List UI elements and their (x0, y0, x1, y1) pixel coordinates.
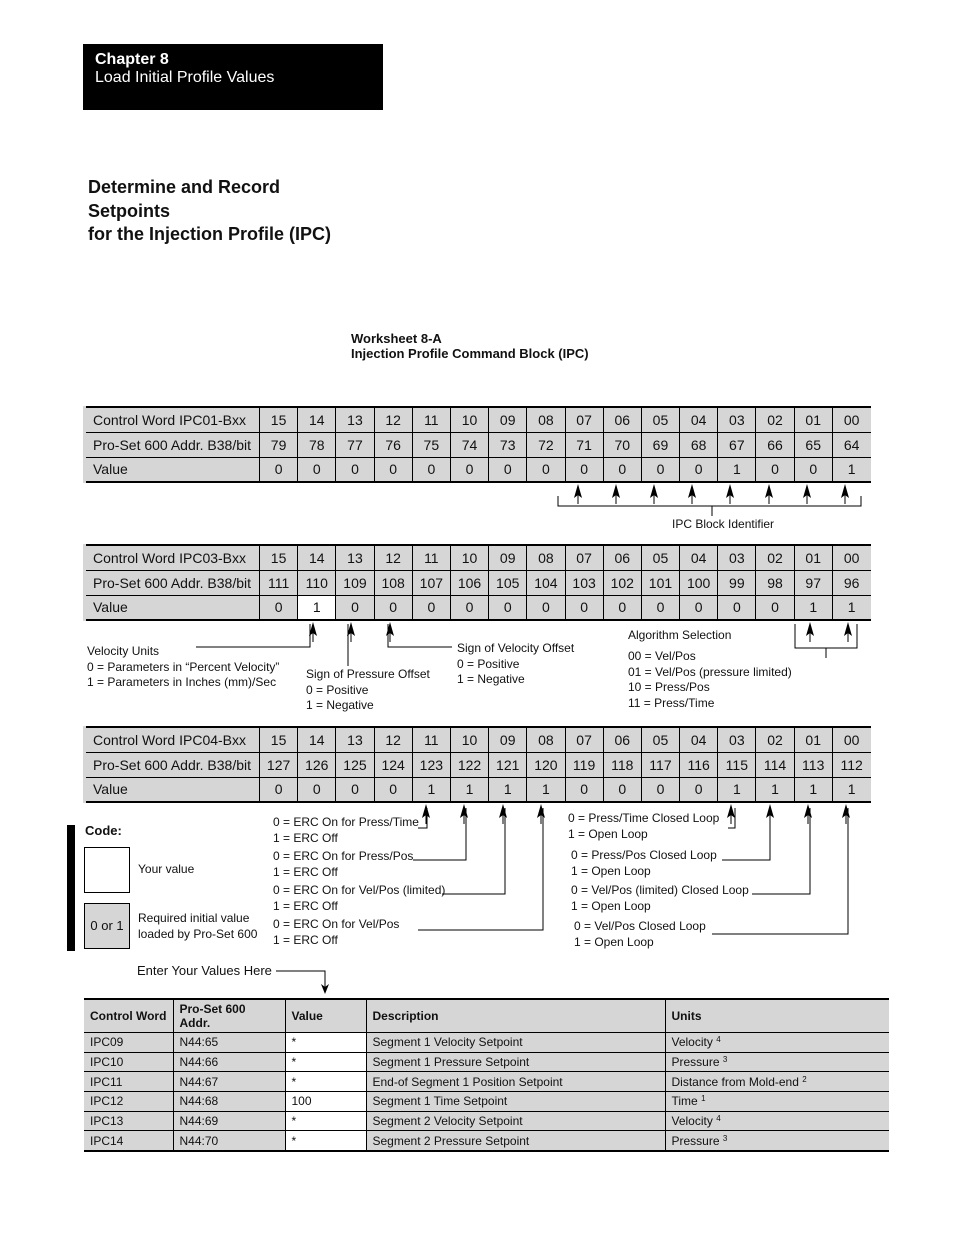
col-header-value: Value (285, 999, 366, 1033)
bit-address-cell: 111 (260, 570, 298, 595)
bit-address-cell: 113 (794, 752, 832, 777)
bit-number-cell: 14 (298, 727, 336, 752)
initial-value-label: Required initial value loaded by Pro-Set 600 (138, 911, 258, 941)
bit-value-cell: 0 (527, 457, 565, 482)
bit-number-cell: 03 (718, 545, 756, 570)
bit-address-cell: 110 (298, 570, 336, 595)
bit-number-cell: 03 (718, 407, 756, 432)
bit-number-cell: 01 (794, 727, 832, 752)
arrow-icon (650, 484, 658, 498)
value-cell[interactable]: * (285, 1033, 366, 1053)
value-cell[interactable]: * (285, 1131, 366, 1151)
bit-value-cell: 1 (794, 595, 832, 620)
description-cell: Segment 2 Pressure Setpoint (366, 1131, 665, 1151)
bit-value-cell: 0 (298, 457, 336, 482)
erc-vel-pos-limited-note: 0 = ERC On for Vel/Pos (limited) 1 = ERC Off (273, 883, 446, 913)
title-line: Determine and Record (88, 177, 281, 197)
bit-number-cell: 00 (832, 545, 870, 570)
address-cell: N44:70 (173, 1131, 285, 1151)
chapter-number: Chapter 8 (95, 51, 169, 68)
bit-number-cell: 14 (298, 407, 336, 432)
value-cell[interactable]: * (285, 1111, 366, 1131)
bit-value-cell: 0 (298, 777, 336, 802)
arrow-icon (804, 804, 812, 818)
pressure-offset-note: Sign of Pressure Offset 0 = Positive 1 = Negative (306, 667, 430, 712)
velocity-offset-note: Sign of Velocity Offset 0 = Positive 1 = Negative (457, 641, 575, 686)
your-value-box (84, 847, 130, 893)
col-header-units: Units (665, 999, 889, 1033)
bit-address-cell: 76 (374, 432, 412, 457)
bit-number-cell: 10 (450, 727, 488, 752)
value-cell[interactable]: 100 (285, 1092, 366, 1112)
bit-number-cell: 15 (260, 545, 298, 570)
arrow-icon (765, 484, 773, 498)
bit-value-cell: 0 (527, 595, 565, 620)
description-cell: Segment 2 Velocity Setpoint (366, 1111, 665, 1131)
bit-value-cell: 1 (527, 777, 565, 802)
bit-value-cell: 0 (641, 595, 679, 620)
bit-number-cell: 02 (756, 407, 794, 432)
bit-address-cell: 70 (603, 432, 641, 457)
row-label: Control Word IPC04-Bxx (85, 727, 260, 752)
arrow-icon (727, 804, 735, 818)
bit-number-cell: 11 (412, 407, 450, 432)
footnote-ref: 1 (701, 1094, 706, 1104)
bit-address-cell: 75 (412, 432, 450, 457)
footnote-ref: 3 (722, 1133, 728, 1143)
footnote-ref: 3 (722, 1055, 728, 1065)
col-header-description: Description (366, 999, 665, 1033)
bit-address-cell: 121 (489, 752, 527, 777)
table-row (84, 1072, 889, 1092)
bit-value-cell: 1 (718, 777, 756, 802)
bit-address-cell: 74 (450, 432, 488, 457)
description-cell: Segment 1 Velocity Setpoint (366, 1033, 665, 1053)
bit-value-cell: 0 (412, 595, 450, 620)
bit-value-cell: 0 (336, 777, 374, 802)
bit-value-cell: 0 (756, 457, 794, 482)
chapter-subtitle: Load Initial Profile Values (95, 69, 275, 86)
bit-address-cell: 125 (336, 752, 374, 777)
bit-value-cell: 0 (489, 457, 527, 482)
bit-address-cell: 77 (336, 432, 374, 457)
bit-value-cell: 0 (718, 595, 756, 620)
table-row (84, 1092, 889, 1112)
bit-number-cell: 02 (756, 545, 794, 570)
bit-value-cell: 0 (756, 595, 794, 620)
bit-value-cell: 0 (641, 777, 679, 802)
bit-number-cell: 08 (527, 727, 565, 752)
bit-value-cell: 0 (565, 595, 603, 620)
control-word-cell: IPC11 (84, 1072, 173, 1092)
setpoint-table (84, 998, 889, 1152)
bit-value-cell: 0 (603, 457, 641, 482)
bit-number-cell: 06 (603, 727, 641, 752)
bit-number-cell: 10 (450, 407, 488, 432)
col-header-address: Pro-Set 600 Addr. (173, 999, 285, 1033)
row-label: Control Word IPC01-Bxx (85, 407, 260, 432)
bit-address-cell: 122 (450, 752, 488, 777)
bit-address-cell: 66 (756, 432, 794, 457)
bit-address-cell: 112 (832, 752, 870, 777)
control-word-cell: IPC14 (84, 1131, 173, 1151)
bit-number-cell: 12 (374, 727, 412, 752)
bit-address-cell: 119 (565, 752, 603, 777)
bit-number-cell: 00 (832, 727, 870, 752)
bit-address-cell: 79 (260, 432, 298, 457)
change-bar (67, 825, 75, 951)
bit-number-cell: 11 (412, 727, 450, 752)
description-cell: Segment 1 Time Setpoint (366, 1092, 665, 1112)
worksheet-number: Worksheet 8-A (351, 331, 442, 346)
bit-value-cell: 0 (260, 595, 298, 620)
bit-value-cell: 1 (489, 777, 527, 802)
title-line: for the Injection Profile (IPC) (88, 224, 332, 244)
address-cell: N44:68 (173, 1092, 285, 1112)
bit-number-cell: 01 (794, 545, 832, 570)
bit-address-cell: 106 (450, 570, 488, 595)
arrow-icon (537, 804, 545, 818)
table-row (84, 1131, 889, 1151)
footnote-ref: 2 (802, 1074, 807, 1084)
bit-number-cell: 10 (450, 545, 488, 570)
bit-address-cell: 126 (298, 752, 336, 777)
units-cell: Pressure $^3$ (665, 1131, 889, 1151)
bit-value-cell: 0 (680, 457, 718, 482)
down-arrow-icon (321, 984, 329, 994)
bit-value-cell: 0 (336, 457, 374, 482)
algorithm-selection-title: Algorithm Selection (628, 628, 732, 642)
bit-address-cell: 105 (489, 570, 527, 595)
bit-number-row (85, 545, 871, 570)
bit-number-cell: 09 (489, 407, 527, 432)
address-cell: N44:69 (173, 1111, 285, 1131)
bit-value-cell: 0 (374, 595, 412, 620)
control-word-cell: IPC09 (84, 1033, 173, 1053)
bit-value-cell: 0 (680, 777, 718, 802)
worksheet-name: Injection Profile Command Block (IPC) (351, 346, 589, 361)
bit-number-cell: 07 (565, 407, 603, 432)
row-label: Value (85, 777, 260, 802)
table-row (84, 1111, 889, 1131)
bit-number-cell: 06 (603, 407, 641, 432)
bit-number-cell: 11 (412, 545, 450, 570)
bit-address-cell: 102 (603, 570, 641, 595)
units-cell: Pressure $^3$ (665, 1052, 889, 1072)
bit-number-cell: 02 (756, 727, 794, 752)
bit-address-cell: 65 (794, 432, 832, 457)
control-word-cell: IPC12 (84, 1092, 173, 1112)
address-cell: N44:66 (173, 1052, 285, 1072)
control-word-cell: IPC10 (84, 1052, 173, 1072)
bit-number-cell: 05 (641, 545, 679, 570)
bit-number-cell: 09 (489, 545, 527, 570)
bit-number-cell: 08 (527, 545, 565, 570)
bit-value-cell: 0 (603, 777, 641, 802)
footnote-ref: 4 (716, 1114, 721, 1124)
units-cell: Velocity $^4$ (665, 1033, 889, 1053)
bit-value-cell: 0 (603, 595, 641, 620)
ipc01-bit-table (83, 406, 871, 483)
arrow-icon (422, 804, 430, 818)
ipc04-bit-table (83, 726, 871, 803)
bit-address-cell: 108 (374, 570, 412, 595)
bit-value-cell: 0 (374, 777, 412, 802)
bit-number-cell: 04 (680, 545, 718, 570)
bit-value-cell: 0 (374, 457, 412, 482)
bit-address-cell: 120 (527, 752, 565, 777)
arrow-icon (688, 484, 696, 498)
bit-value-cell: 1 (832, 777, 870, 802)
row-label: Pro-Set 600 Addr. B38/bit (85, 752, 260, 777)
bit-address-cell: 78 (298, 432, 336, 457)
address-row (85, 432, 871, 457)
enter-values-label: Enter Your Values Here (137, 963, 272, 978)
vel-pos-loop-note: 0 = Vel/Pos Closed Loop 1 = Open Loop (574, 919, 706, 949)
arrow-icon (574, 484, 582, 498)
bit-address-cell: 99 (718, 570, 756, 595)
table-row (84, 1052, 889, 1072)
bit-value-cell: 0 (450, 595, 488, 620)
bit-address-cell: 123 (412, 752, 450, 777)
bit-value-cell: 1 (450, 777, 488, 802)
bit-address-cell: 96 (832, 570, 870, 595)
bit-number-row (85, 727, 871, 752)
bit-number-cell: 07 (565, 727, 603, 752)
address-cell: N44:67 (173, 1072, 285, 1092)
arrow-icon (842, 804, 850, 818)
bit-number-cell: 13 (336, 727, 374, 752)
bit-address-cell: 98 (756, 570, 794, 595)
units-cell: Time $^1$ (665, 1092, 889, 1112)
bit-number-cell: 15 (260, 407, 298, 432)
bit-value-cell[interactable]: 1 (298, 595, 336, 620)
bit-number-cell: 01 (794, 407, 832, 432)
row-label: Pro-Set 600 Addr. B38/bit (85, 570, 260, 595)
bit-address-cell: 117 (641, 752, 679, 777)
arrow-icon (726, 484, 734, 498)
page-title (88, 176, 331, 247)
units-cell: Distance from Mold-end $^2$ (665, 1072, 889, 1092)
bit-number-cell: 09 (489, 727, 527, 752)
bit-number-cell: 14 (298, 545, 336, 570)
col-header-control-word: Control Word (84, 999, 173, 1033)
bit-number-cell: 04 (680, 407, 718, 432)
bit-number-cell: 07 (565, 545, 603, 570)
arrow-icon (841, 484, 849, 498)
bit-value-cell: 1 (794, 777, 832, 802)
bit-value-cell: 0 (260, 777, 298, 802)
bit-address-cell: 64 (832, 432, 870, 457)
description-cell: Segment 1 Pressure Setpoint (366, 1052, 665, 1072)
bit-address-cell: 115 (718, 752, 756, 777)
arrow-icon (386, 622, 394, 636)
bit-number-cell: 12 (374, 407, 412, 432)
bit-value-cell: 1 (832, 457, 870, 482)
bit-address-cell: 101 (641, 570, 679, 595)
bit-address-cell: 71 (565, 432, 603, 457)
value-row (85, 595, 871, 620)
bit-address-cell: 72 (527, 432, 565, 457)
bit-value-cell: 0 (412, 457, 450, 482)
title-line: Setpoints (88, 200, 171, 221)
bit-address-cell: 69 (641, 432, 679, 457)
bit-value-cell: 0 (565, 457, 603, 482)
address-cell: N44:65 (173, 1033, 285, 1053)
bit-value-cell: 0 (641, 457, 679, 482)
arrow-icon (347, 622, 355, 636)
bit-address-cell: 118 (603, 752, 641, 777)
algorithm-selection-options: 00 = Vel/Pos 01 = Vel/Pos (pressure limited) 10 = Press/Pos 11 = Press/Time (628, 649, 792, 710)
bit-value-cell: 1 (718, 457, 756, 482)
bit-value-cell: 0 (680, 595, 718, 620)
bit-number-row (85, 407, 871, 432)
bit-address-cell: 114 (756, 752, 794, 777)
arrow-icon (499, 804, 507, 818)
arrow-icon (766, 804, 774, 818)
arrow-icon (612, 484, 620, 498)
value-row (85, 777, 871, 802)
bit-number-cell: 12 (374, 545, 412, 570)
value-row (85, 457, 871, 482)
bit-address-cell: 124 (374, 752, 412, 777)
arrow-icon (460, 804, 468, 818)
bit-value-cell: 1 (832, 595, 870, 620)
bit-address-cell: 73 (489, 432, 527, 457)
bit-value-cell: 0 (450, 457, 488, 482)
erc-press-time-note: 0 = ERC On for Press/Time 1 = ERC Off (273, 815, 419, 845)
initial-value-box: 0 or 1 (84, 903, 130, 949)
bit-number-cell: 03 (718, 727, 756, 752)
address-row (85, 570, 871, 595)
bit-number-cell: 13 (336, 545, 374, 570)
bit-value-cell: 0 (489, 595, 527, 620)
value-cell[interactable]: * (285, 1052, 366, 1072)
bit-number-cell: 15 (260, 727, 298, 752)
bit-address-cell: 97 (794, 570, 832, 595)
arrow-icon (806, 622, 814, 636)
bit-address-cell: 107 (412, 570, 450, 595)
bit-number-cell: 04 (680, 727, 718, 752)
row-label: Pro-Set 600 Addr. B38/bit (85, 432, 260, 457)
ipc03-bit-table (83, 544, 871, 621)
worksheet-title (351, 331, 589, 361)
bit-address-cell: 116 (680, 752, 718, 777)
address-row (85, 752, 871, 777)
your-value-label: Your value (138, 862, 195, 876)
bit-number-cell: 00 (832, 407, 870, 432)
bit-address-cell: 100 (680, 570, 718, 595)
arrow-icon (803, 484, 811, 498)
press-time-loop-note: 0 = Press/Time Closed Loop 1 = Open Loop (568, 811, 720, 841)
bit-value-cell: 0 (336, 595, 374, 620)
velocity-units-note: Velocity Units 0 = Parameters in “Percent Velocity” 1 = Parameters in Inches (mm)/Sec (87, 644, 280, 689)
arrow-icon (309, 622, 317, 636)
bit-number-cell: 05 (641, 727, 679, 752)
description-cell: End-of Segment 1 Position Setpoint (366, 1072, 665, 1092)
row-label: Value (85, 595, 260, 620)
control-word-cell: IPC13 (84, 1111, 173, 1131)
bit-address-cell: 109 (336, 570, 374, 595)
bit-address-cell: 104 (527, 570, 565, 595)
bit-value-cell: 0 (565, 777, 603, 802)
units-cell: Velocity $^4$ (665, 1111, 889, 1131)
ipc-block-identifier-label: IPC Block Identifier (672, 517, 775, 531)
bit-value-cell: 0 (794, 457, 832, 482)
bit-number-cell: 08 (527, 407, 565, 432)
footnote-ref: 4 (716, 1035, 721, 1045)
bit-address-cell: 67 (718, 432, 756, 457)
press-pos-loop-note: 0 = Press/Pos Closed Loop 1 = Open Loop (571, 848, 717, 878)
bit-number-cell: 05 (641, 407, 679, 432)
erc-vel-pos-note: 0 = ERC On for Vel/Pos 1 = ERC Off (273, 917, 400, 947)
row-label: Value (85, 457, 260, 482)
bit-value-cell: 1 (756, 777, 794, 802)
vel-pos-limited-loop-note: 0 = Vel/Pos (limited) Closed Loop 1 = Open Loop (571, 883, 749, 913)
bit-value-cell: 1 (412, 777, 450, 802)
chapter-header (83, 44, 383, 110)
bit-number-cell: 06 (603, 545, 641, 570)
value-cell[interactable]: * (285, 1072, 366, 1092)
bit-number-cell: 13 (336, 407, 374, 432)
bit-address-cell: 68 (680, 432, 718, 457)
row-label: Control Word IPC03-Bxx (85, 545, 260, 570)
bit-value-cell: 0 (260, 457, 298, 482)
code-legend-title: Code: (85, 823, 122, 838)
erc-press-pos-note: 0 = ERC On for Press/Pos 1 = ERC Off (273, 849, 414, 879)
arrow-icon (844, 622, 852, 636)
bit-address-cell: 103 (565, 570, 603, 595)
table-row (84, 1033, 889, 1053)
bit-address-cell: 127 (260, 752, 298, 777)
